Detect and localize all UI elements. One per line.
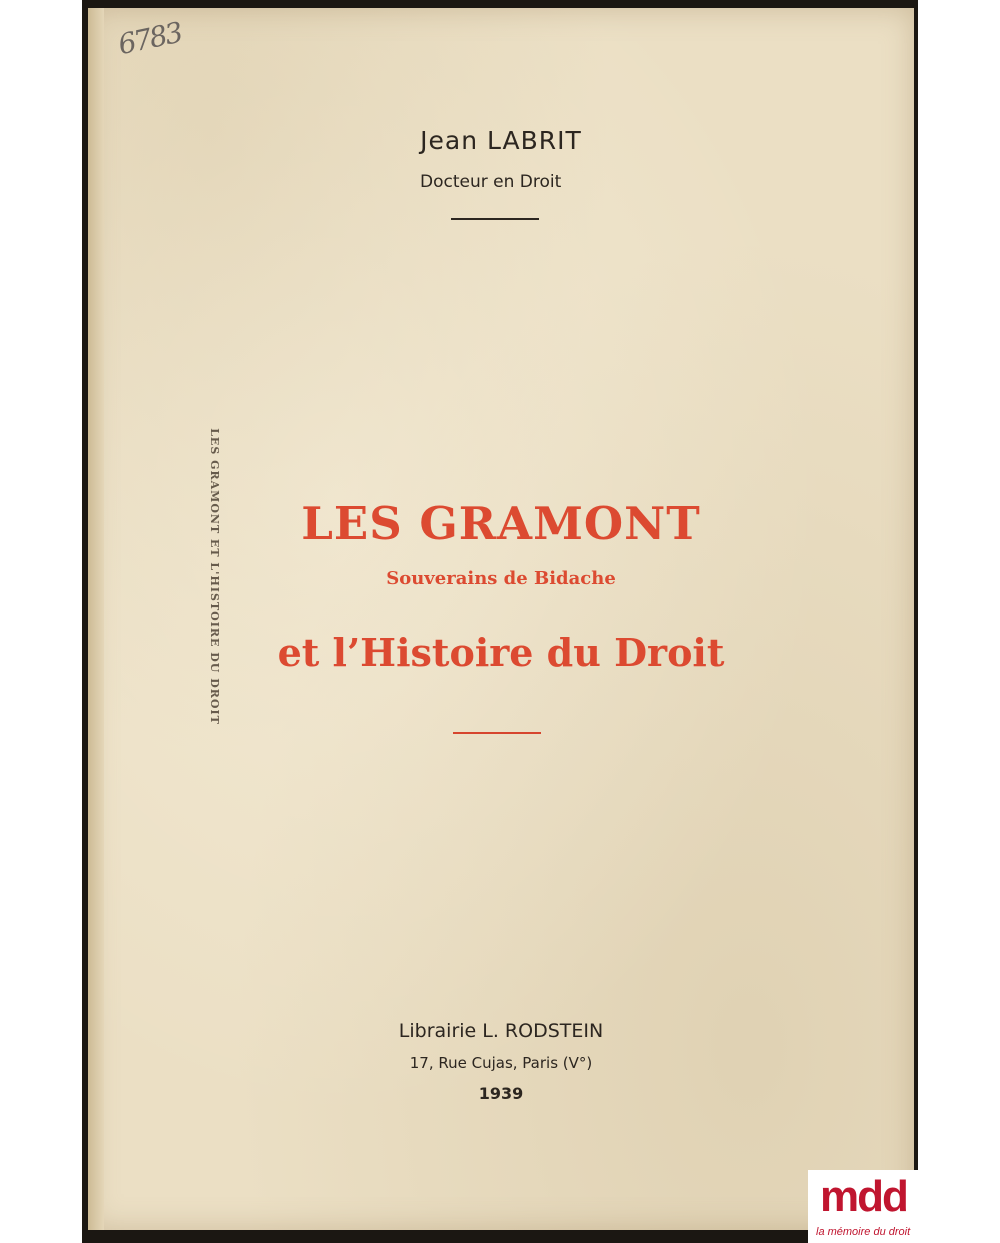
spine-title: LES GRAMONT ET L'HISTOIRE DU DROIT: [207, 428, 221, 725]
book-subtitle: Souverains de Bidache: [386, 568, 616, 589]
logo-wordmark: mdd: [820, 1172, 907, 1221]
author-name: Jean LABRIT: [420, 126, 582, 155]
publisher-address: 17, Rue Cujas, Paris (V°): [409, 1054, 593, 1072]
author-divider: [451, 218, 539, 220]
author-degree: Docteur en Droit: [420, 172, 562, 192]
title-divider: [453, 732, 541, 734]
publisher-name: Librairie L. RODSTEIN: [398, 1020, 604, 1042]
mdd-logo: [808, 1170, 918, 1243]
book-spine: [88, 8, 104, 1230]
inventory-mark: 6783: [115, 15, 185, 62]
publication-year: 1939: [478, 1084, 524, 1103]
logo-tagline: la mémoire du droit: [816, 1226, 911, 1238]
book-title-line1: LES GRAMONT: [301, 497, 701, 550]
book-title-line2: et l’Histoire du Droit: [277, 630, 725, 675]
